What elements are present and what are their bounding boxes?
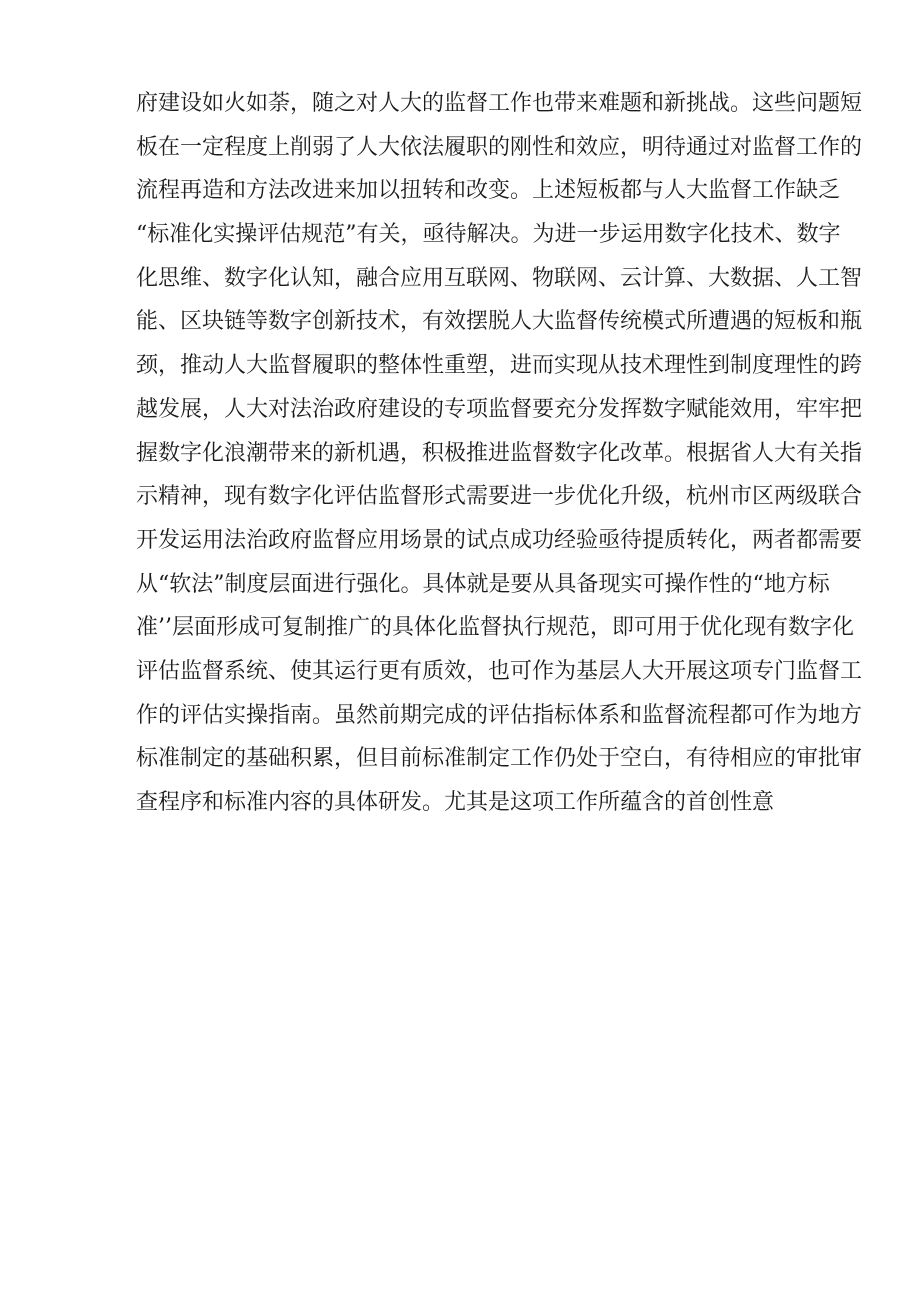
- body-paragraph: [136, 82, 863, 825]
- paragraph-line-15: 作的评估实操指南。虽然前期完成的评估指标体系和监督流程都可作为地方: [136, 702, 863, 728]
- paragraph-line-11: 开发运用法治政府监督应用场景的试点成功经验亟待提质转化，两者都需要: [136, 527, 863, 553]
- paragraph-line-8: 越发展，人大对法治政府建设的专项监督要充分发挥数字赋能效用，牢牢把: [136, 396, 863, 422]
- paragraph-line-10: 示精神，现有数字化评估监督形式需要进一步优化升级，杭州市区两级联合: [136, 484, 863, 510]
- paragraph-line-13: 准’’层面形成可复制推广的具体化监督执行规范，即可用于优化现有数字化: [136, 615, 854, 641]
- paragraph-line-12: 从“软法”制度层面进行强化。具体就是要从具备现实可操作性的“地方标: [136, 571, 830, 597]
- paragraph-line-5: 化思维、数字化认知，融合应用互联网、物联网、云计算、大数据、人工智: [136, 265, 863, 291]
- paragraph-line-14: 评估监督系统、使其运行更有质效，也可作为基层人大开展这项专门监督工: [136, 658, 863, 684]
- paragraph-line-17: 查程序和标准内容的具体研发。尤其是这项工作所蕴含的首创性意: [136, 790, 775, 815]
- paragraph-line-9: 握数字化浪潮带来的新机遇，积极推进监督数字化改革。根据省人大有关指: [136, 440, 863, 466]
- paragraph-line-7: 颈，推动人大监督履职的整体性重塑，进而实现从技术理性到制度理性的跨: [136, 353, 863, 379]
- paragraph-line-1: 府建设如火如荼，随之对人大的监督工作也带来难题和新挑战。这些问题短: [136, 91, 863, 116]
- paragraph-line-4: “标准化实操评估规范”有关，亟待解决。为进一步运用数字化技术、数字: [136, 222, 841, 248]
- paragraph-line-6: 能、区块链等数字创新技术，有效摆脱人大监督传统模式所遭遇的短板和瓶: [136, 309, 863, 335]
- paragraph-line-16: 标准制定的基础积累，但目前标准制定工作仍处于空白，有待相应的审批审: [136, 746, 863, 772]
- paragraph-line-3: 流程再造和方法改进来加以扭转和改变。上述短板都与人大监督工作缺乏: [136, 178, 841, 204]
- paragraph-line-2: 板在一定程度上削弱了人大依法履职的刚性和效应，明待通过对监督工作的: [136, 134, 863, 160]
